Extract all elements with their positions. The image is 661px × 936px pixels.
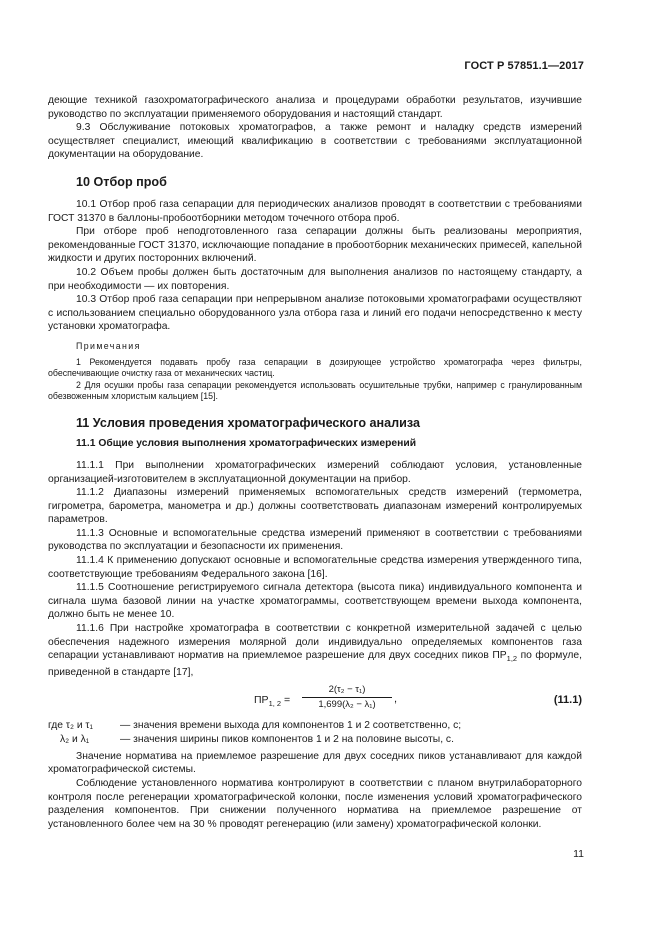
subsection-11-1-title: 11.1 Общие условия выполнения хроматографических измерений: [76, 437, 417, 449]
note-2: 2 Для осушки пробы газа сепарации рекомендуется использовать осушительные трубки, например с гранулированным обезвоженным хлористым кальцием [15].: [48, 379, 582, 402]
resolution-norm-paragraph: Значение норматива на приемлемое разрешение для двух соседних пиков устанавливают для каждой хроматографической системы.: [48, 750, 582, 776]
definition-tau-text: — значения времени выхода для компонентов 1 и 2 соответственно, с;: [120, 720, 462, 732]
clause-10-1-cont: При отборе проб неподготовленного газа сепарации должны быть реализованы мероприятия, рекомендованные ГОСТ 31370, исключающие попадание в пробоотборник механических примесей, капельной жидкости и других посторонних включений.: [48, 226, 582, 265]
formula-lhs-subscript: 1, 2: [268, 699, 282, 709]
clause-11-1-6-tail: по формуле, приведенной в стандарте [17],: [48, 650, 582, 678]
definition-lambda: [48, 733, 582, 746]
intro-paragraph-1: деющие техникой газохроматографического анализа и процедурами обработки результатов, изучившие руководство по эксплуатации применяемого оборудования и настоящий стандарт.: [48, 95, 582, 120]
formula-lhs-symbol: ПР: [254, 694, 269, 707]
resolution-symbol: ПР: [492, 650, 507, 662]
clause-11-1-5: 11.1.5 Соотношение регистрируемого сигнала детектора (высота пика) индивидуального компонента и сигнала шума базовой линии на участке хроматограммы, соответствующем времени выхода компонента, должно быть не менее 10.: [48, 582, 582, 621]
clause-11-1-1: 11.1.1 При выполнении хроматографических измерений соблюдают условия, установленные организацией-изготовителем в эксплуатационной документации на прибор.: [48, 459, 582, 485]
definition-lambda-text: — значения ширины пиков компонентов 1 и 2 на половине высоты, с.: [120, 733, 454, 745]
definition-tau: [48, 719, 582, 732]
clause-10-3: 10.3 Отбор проб газа сепарации при непрерывном анализе потоковыми хроматографами осуществляют с использованием специально оборудованного узла отбора газа и линий его подачи непосредственно к месту установки хроматографа.: [48, 294, 582, 333]
clause-11-1-2: 11.1.2 Диапазоны измерений применяемых вспомогательных средств измерений (термометра, гигрометра, барометра, манометра и др.) должны соответствовать диапазонам измерений контролируемых параметров.: [48, 487, 582, 526]
formula-denominator: 1,699(λ₂ − λ₁): [318, 699, 376, 711]
notes-label: Примечания: [76, 340, 141, 351]
section-10-title: 10 Отбор проб: [76, 174, 167, 189]
formula-fraction: [302, 683, 392, 712]
page-number: 11: [573, 848, 584, 860]
document-code: ГОСТ Р 57851.1—2017: [464, 60, 584, 72]
page-body: [48, 94, 582, 831]
note-1: 1 Рекомендуется подавать пробу газа сепарации в дозирующее устройство хроматографа через фильтры, обеспечивающие очистку газа от механических частиц.: [48, 356, 582, 379]
formula-lhs: [254, 694, 290, 708]
formula-11-1: [48, 683, 582, 717]
clause-10-2: 10.2 Объем пробы должен быть достаточным для выполнения анализов по настоящему стандарту, а при необходимости — их повторения.: [48, 266, 582, 292]
section-11-title: 11 Условия проведения хроматографического анализа: [76, 415, 420, 430]
formula-number: (11.1): [553, 694, 582, 707]
definition-lambda-symbol: λ₂ и λ₁: [60, 733, 90, 745]
clause-11-1-6-text: 11.1.6 При настройке хроматографа в соответствии с конкретной измерительной задачей с целью обеспечения надежного измерения молярной доли индивидуально определяемых компонентов газа сепарации устанавливают норматив на приемлемое разрешение для двух соседних пиков: [48, 623, 582, 662]
formula-comma: ,: [394, 693, 398, 706]
formula-equals: =: [284, 694, 291, 707]
formula-definitions: [48, 719, 582, 745]
clause-9-3: 9.3 Обслуживание потоковых хроматографов, а также ремонт и наладку средств измерений осуществляет специалист, имеющий квалификацию в соответствии с требованиями эксплуатационной документации на оборудование.: [48, 122, 582, 161]
norm-control-paragraph: Соблюдение установленного норматива контролируют в соответствии с планом внутрилабораторного контроля после регенерации хроматографической колонки, после изменения условий хроматографического разделения компонентов. При снижении полученного норматива на приемлемое разрешение от установленного более чем на 30 % проводят регенерацию (или замену) хроматографической колонки.: [48, 778, 582, 830]
clause-11-1-3: 11.1.3 Основные и вспомогательные средства измерений применяют в соответствии с требованиями руководства по эксплуатации и безопасности их применения.: [48, 527, 582, 553]
clause-11-1-4: 11.1.4 К применению допускают основные и вспомогательные средства измерения утвержденного типа, соответствующие требованиям Федерального закона [16].: [48, 555, 582, 580]
resolution-subscript: 1,2: [506, 654, 518, 664]
clause-10-1: 10.1 Отбор проб газа сепарации для периодических анализов проводят в соответствии с требованиями ГОСТ 31370 в баллоны-пробоотборники методом точечного отбора проб.: [48, 198, 582, 224]
formula-numerator: 2(τ₂ − τ₁): [302, 683, 392, 698]
definition-tau-symbol: где τ₂ и τ₁: [48, 720, 93, 732]
clause-11-1-6: [48, 622, 582, 679]
